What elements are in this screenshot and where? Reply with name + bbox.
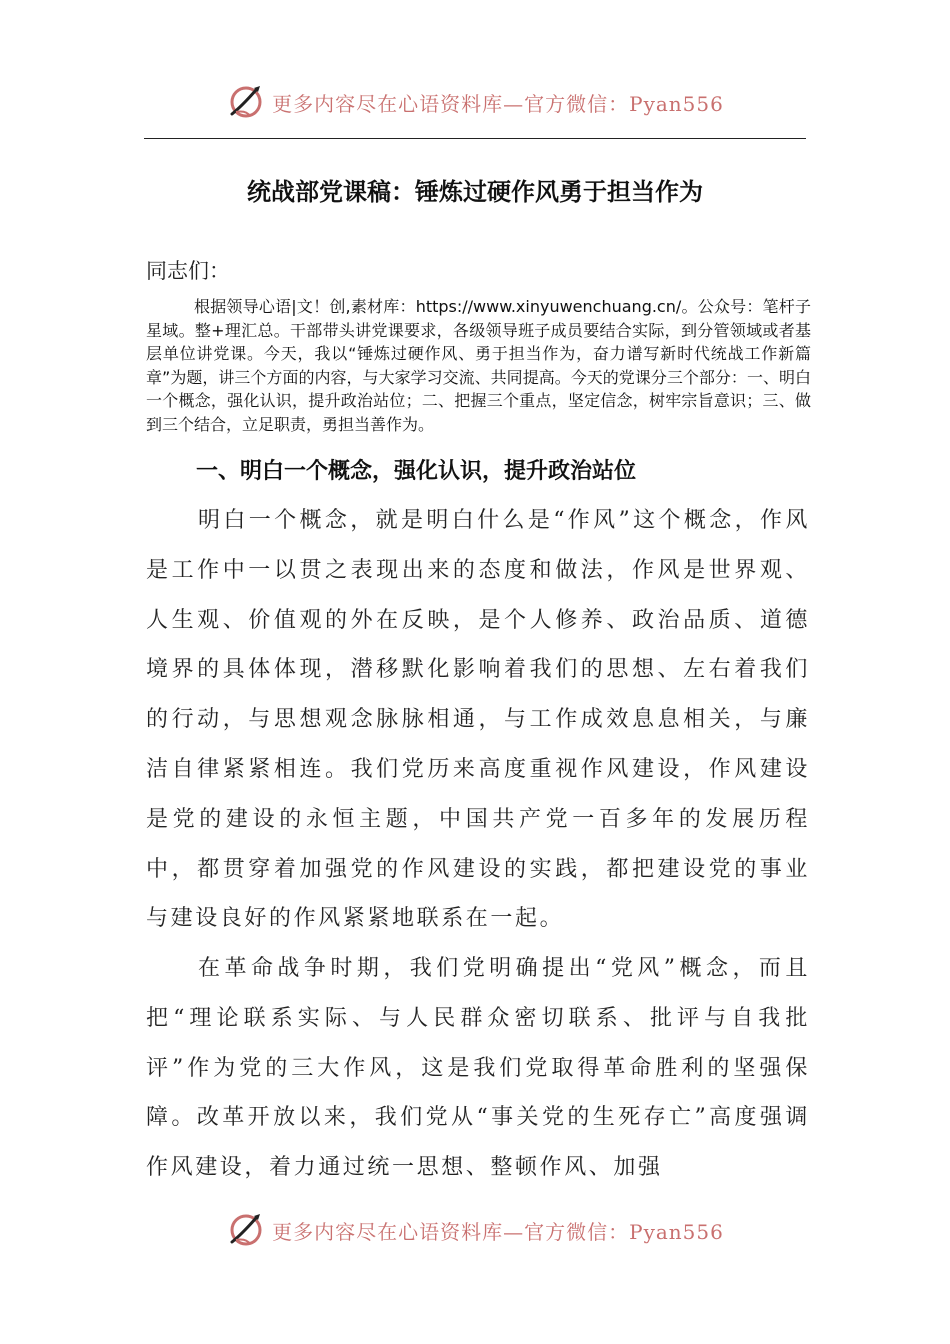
body-paragraph: 在革命战争时期，我们党明确提出“党风”概念，而且把“理论联系实际、与人民群众密切联系、批评与自我批评”作为党的三大作风，这是我们党取得革命胜利的坚强保障。改革开放以来，我们党从“事关党的生死存亡”高度强调作风建设，着力通过统一思想、整顿作风、加强 — [146, 956, 810, 1181]
watermark-text: 更多内容尽在心语资料库—官方微信：Pyan556 — [272, 91, 724, 116]
header-rule — [144, 138, 806, 139]
intro-paragraph: 根据领导心语|文！创,素材库：https://www.xinyuwenchuang.cn/。公众号：笔杆子星域。整+理汇总。干部带头讲党课要求，各级领导班子成员要结合实际，到分管领域或者基层单位讲党课。今天，我以“锤炼过硬作风、勇于担当作为，奋力谱写新时代统战工作新篇章”为题，讲三个方面的内容，与大家学习交流、共同提高。今天的党课分三个部分：一、明白一个概念，强化认识，提升政治站位；二、把握三个重点，坚定信念，树牢宗旨意识；三、做到三个结合，立足职责，勇担当善作为。 — [146, 297, 811, 434]
watermark-banner-bottom — [0, 1206, 950, 1254]
pen-logo-icon — [226, 82, 266, 122]
body-paragraph: 明白一个概念，就是明白什么是“作风”这个概念，作风是工作中一以贯之表现出来的态度和做法，作风是世界观、人生观、价值观的外在反映，是个人修养、政治品质、道德境界的具体体现，潜移默化影响着我们的思想、左右着我们的行动，与思想观念脉脉相通，与工作成效息息相关，与廉洁自律紧紧相连。我们党历来高度重视作风建设，作风建设是党的建设的永恒主题，中国共产党一百多年的发展历程中，都贯穿着加强党的作风建设的实践，都把建设党的事业与建设良好的作风紧紧地联系在一起。 — [146, 508, 810, 932]
pen-logo-icon — [226, 1210, 266, 1250]
greeting: 同志们： — [146, 259, 230, 283]
watermark-text: 更多内容尽在心语资料库—官方微信：Pyan556 — [272, 1219, 724, 1244]
watermark-banner-top — [0, 78, 950, 126]
section-heading: 一、明白一个概念，强化认识，提升政治站位 — [196, 459, 637, 484]
document-title: 统战部党课稿：锤炼过硬作风勇于担当作为 — [247, 177, 703, 206]
